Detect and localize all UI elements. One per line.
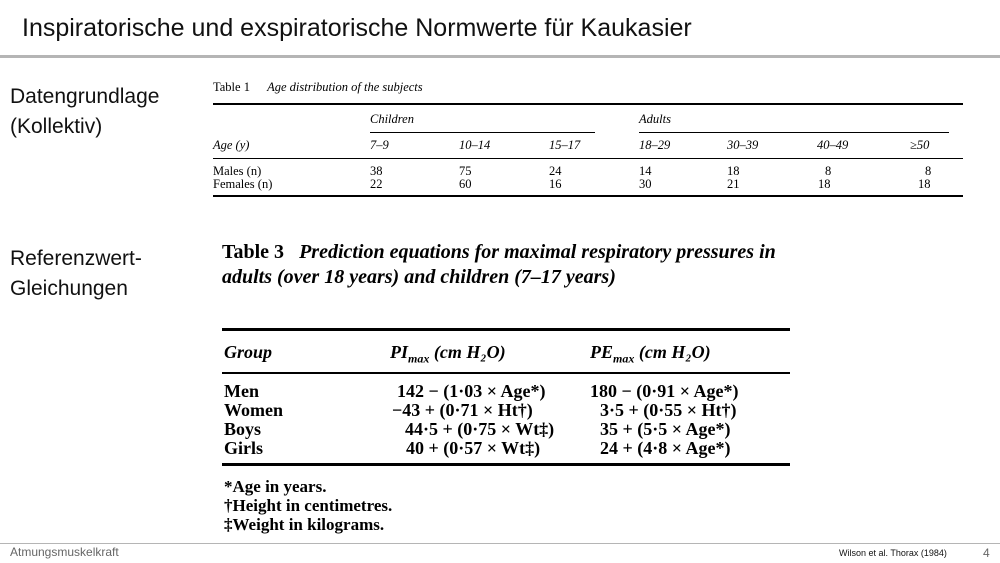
table3-row-group: Men [224, 381, 259, 401]
table1-cell: 8 [925, 164, 932, 178]
data-basis-line-2: (Kollektiv) [10, 115, 103, 138]
table1-description: Age distribution of the subjects [267, 80, 423, 94]
table1-cell: 18 [818, 177, 831, 191]
table1-cell: 16 [549, 177, 562, 191]
reference-equations-line-2: Gleichungen [10, 277, 128, 300]
table3-header-pimax [390, 342, 506, 367]
table1-cell: 38 [370, 164, 383, 178]
pimax-subscript: max [408, 351, 430, 366]
table1-top-rule [213, 103, 963, 105]
pemax-subscript: max [613, 351, 635, 366]
table3-label: Table 3 [222, 241, 285, 263]
table1-age-group: 15–17 [549, 138, 581, 152]
table1-children-underline [370, 132, 595, 133]
table3-footnote: *Age in years. [224, 477, 327, 496]
table1-cell: 14 [639, 164, 652, 178]
table1-cell: 60 [459, 177, 472, 191]
table3-row-pimax: 40 + (0·57 × Wt‡) [406, 438, 541, 458]
title-divider [0, 55, 1000, 58]
table1-cell: 18 [727, 164, 740, 178]
table1-row-label: Females (n) [213, 177, 273, 191]
reference-equations-label [10, 244, 142, 304]
table3-row-group: Girls [224, 438, 263, 458]
table1-age-group: 30–39 [727, 138, 759, 152]
table1-group-children: Children [370, 112, 414, 126]
table3-header-group: Group [224, 342, 273, 362]
table1-cell: 75 [459, 164, 472, 178]
reference-equations-line-1: Referenzwert- [10, 247, 142, 270]
table3-bottom-rule [222, 463, 790, 466]
pimax-unit: (cm H₂O) [433, 342, 506, 362]
table1-caption [213, 80, 423, 95]
table1-age-group: 10–14 [459, 138, 491, 152]
table3-caption [222, 240, 782, 290]
pemax-symbol: PE [590, 342, 614, 362]
table1-cell: 8 [825, 164, 832, 178]
table1-age-group: 40–49 [817, 138, 849, 152]
table1-adults-underline [639, 132, 949, 133]
table3-header-rule [222, 372, 790, 374]
table1-age-group: 7–9 [370, 138, 389, 152]
table3-row-pimax: 44·5 + (0·75 × Wt‡) [405, 419, 555, 439]
table1-cell: 21 [727, 177, 740, 191]
table1-group-adults: Adults [639, 112, 671, 126]
table3-row-pimax: 142 − (1·03 × Age*) [397, 381, 546, 401]
pimax-symbol: PI [390, 342, 408, 362]
table3-footnote: ‡Weight in kilograms. [224, 515, 385, 534]
table1-header-rule [213, 158, 963, 159]
table3-row-pemax: 180 − (0·91 × Age*) [590, 381, 739, 401]
table3-top-rule [222, 328, 790, 331]
table3-description: Prediction equations for maximal respiratory pressures in adults (over 18 years) and children (7–17 years) [222, 241, 776, 288]
table3-row-pemax: 3·5 + (0·55 × Ht†) [600, 400, 737, 420]
data-basis-label [10, 82, 159, 142]
footer-citation: Wilson et al. Thorax (1984) [839, 548, 947, 558]
table1-row-label: Males (n) [213, 164, 262, 178]
table3-row-group: Women [224, 400, 284, 420]
table3-row-pimax: −43 + (0·71 × Ht†) [392, 400, 533, 420]
table1-cell: 22 [370, 177, 383, 191]
footer-section-name: Atmungsmuskelkraft [10, 545, 119, 559]
table3-row-pemax: 24 + (4·8 × Age*) [600, 438, 731, 458]
table1-cell: 24 [549, 164, 562, 178]
table1-cell: 30 [639, 177, 652, 191]
page-number: 4 [983, 546, 990, 560]
table1-label: Table 1 [213, 80, 250, 94]
pemax-unit: (cm H₂O) [638, 342, 711, 362]
table1-cell: 18 [918, 177, 931, 191]
footer-divider [0, 543, 1000, 544]
table3-header-pemax [590, 342, 711, 367]
table1-age-group: 18–29 [639, 138, 671, 152]
data-basis-line-1: Datengrundlage [10, 85, 160, 108]
table1-age-group: ≥50 [910, 138, 930, 152]
slide-title: Inspiratorische und exspiratorische Normwerte für Kaukasier [22, 14, 692, 42]
table3-row-pemax: 35 + (5·5 × Age*) [600, 419, 731, 439]
table3-footnote: †Height in centimetres. [224, 496, 393, 515]
table3-row-group: Boys [224, 419, 262, 439]
table1-age-header: Age (y) [213, 138, 250, 152]
table1-bottom-rule [213, 195, 963, 197]
